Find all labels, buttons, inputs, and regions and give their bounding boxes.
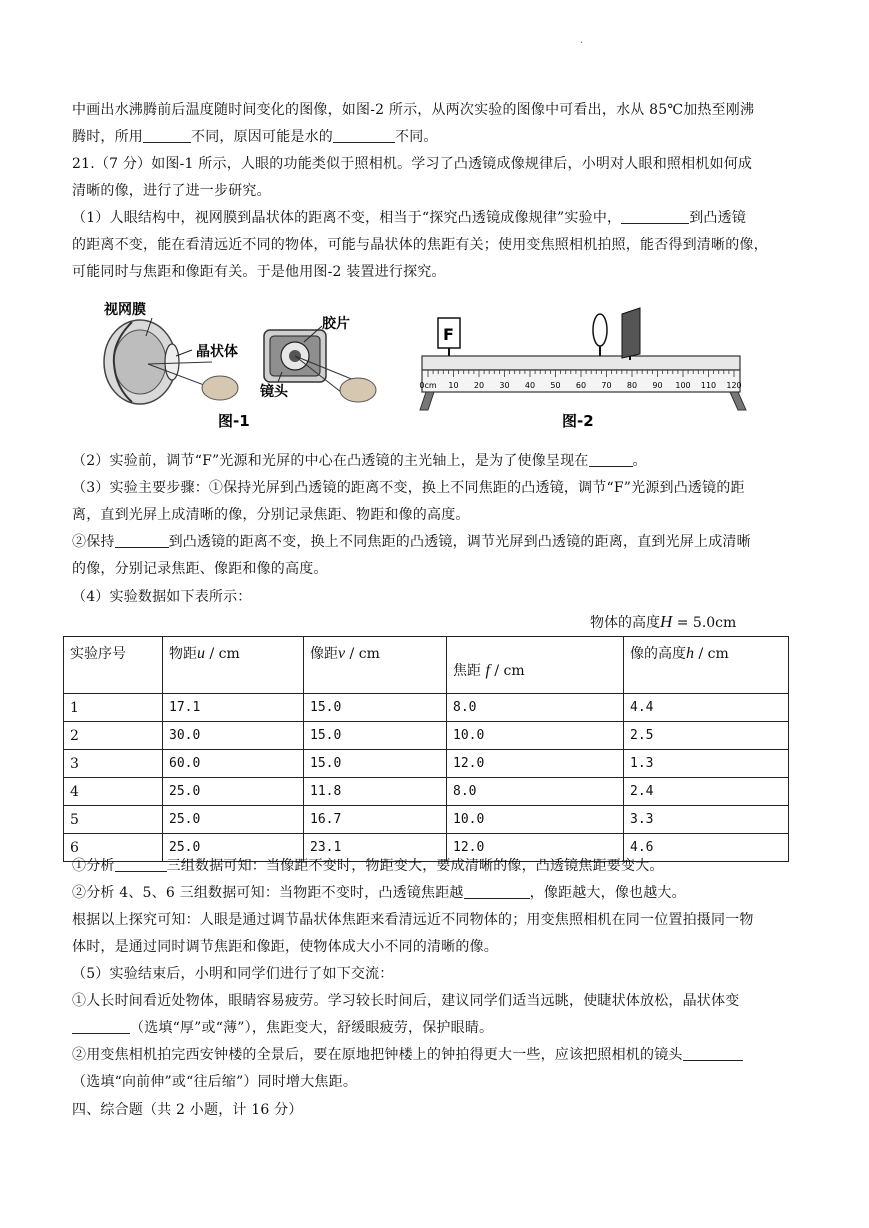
text-line	[72, 208, 802, 228]
text-line: 可能同时与焦距和像距有关。于是他用图-2 装置进行探究。	[72, 264, 446, 280]
object-height-note	[590, 612, 736, 632]
text-line: 的像，分别记录焦距、像距和像的高度。	[72, 561, 328, 577]
table-cell: 30.0	[163, 722, 304, 750]
answer-blank[interactable]	[333, 128, 395, 143]
table-row	[64, 694, 789, 722]
label-lens: 晶状体	[196, 344, 238, 360]
text-line	[72, 1045, 802, 1065]
table-row	[64, 806, 789, 834]
ruler-label: 110	[700, 381, 717, 390]
text-fragment: 腾时，所用	[72, 129, 143, 145]
text-line	[72, 127, 802, 147]
table-cell: 3	[64, 750, 163, 778]
table-cell: 4.6	[624, 834, 789, 862]
table-cell: 11.8	[304, 778, 447, 806]
text-fragment: （选填“厚”或“薄”），焦距变大，舒缓眼疲劳，保护眼睛。	[130, 1020, 494, 1036]
text-line	[72, 1018, 802, 1038]
ruler-label: 120	[726, 381, 742, 390]
text-fragment: （2）实验前，调节“F”光源和光屏的中心在凸透镜的主光轴上，是为了使像呈现在	[72, 453, 589, 469]
figure2-caption: 图-2	[562, 412, 594, 430]
text-line: 离，直到光屏上成清晰的像，分别记录焦距、物距和像的高度。	[72, 507, 470, 523]
text-line: （3）实验主要步骤：①保持光屏到凸透镜的距离不变，换上不同焦距的凸透镜，调节“F”光源到凸透镜的距	[72, 480, 745, 496]
ruler-label: 0cm	[419, 381, 437, 390]
table-cell: 2.5	[624, 722, 789, 750]
table-cell: 2.4	[624, 778, 789, 806]
header-cell: 像距v / cm	[304, 637, 447, 694]
text-line: 清晰的像，进行了进一步研究。	[72, 183, 271, 199]
table-cell: 17.1	[163, 694, 304, 722]
table-cell: 5	[64, 806, 163, 834]
table-cell: 10.0	[447, 806, 624, 834]
text-fragment: ②分析 4、5、6 三组数据可知：当物距不变时，凸透镜焦距越	[72, 885, 464, 901]
label-camera-lens: 镜头	[260, 384, 288, 400]
label-film: 胶片	[322, 316, 350, 332]
ruler-label: 100	[675, 381, 691, 390]
header-cell: 物距u / cm	[163, 637, 304, 694]
answer-blank[interactable]	[621, 209, 689, 224]
text-line	[72, 451, 802, 471]
table-header-row	[64, 637, 789, 694]
table-cell: 15.0	[304, 722, 447, 750]
table-cell: 25.0	[163, 834, 304, 862]
table-cell: 6	[64, 834, 163, 862]
table-cell: 12.0	[447, 750, 624, 778]
table-cell: 60.0	[163, 750, 304, 778]
answer-blank[interactable]	[72, 1019, 130, 1034]
section-heading: 四、综合题（共 2 小题，计 16 分）	[72, 1102, 303, 1118]
figures	[92, 292, 752, 442]
text-line: 根据以上探究可知：人眼是通过调节晶状体焦距来看清远近不同物体的；用变焦照相机在同一位置拍摄同一物	[72, 912, 754, 928]
ruler-label: 70	[601, 381, 612, 390]
table-cell: 12.0	[447, 834, 624, 862]
answer-blank[interactable]	[115, 533, 169, 548]
ruler-label: 20	[473, 381, 485, 390]
text-fragment: ，像距越大，像也越大。	[529, 885, 686, 901]
text-line	[72, 883, 802, 903]
text-fragment: ②用变焦相机拍完西安钟楼的全景后，要在原地把钟楼上的钟拍得更大一些，应该把照相机的镜头	[72, 1047, 683, 1063]
ruler-label: 50	[550, 381, 561, 390]
question-heading: 21.（7 分）如图-1 所示，人眼的功能类似于照相机。学习了凸透镜成像规律后，小明对人眼和照相机如何成	[72, 156, 753, 172]
text-line: 体时，是通过同时调节焦距和像距，使物体成大小不同的清晰的像。	[72, 939, 498, 955]
table-cell: 15.0	[304, 694, 447, 722]
table-cell: 4.4	[624, 694, 789, 722]
table-cell: 8.0	[447, 694, 624, 722]
text-fragment: 不同，原因可能是水的	[191, 129, 333, 145]
text-line: （选填“向前伸”或“往后缩”）同时增大焦距。	[72, 1074, 358, 1090]
table-row	[64, 778, 789, 806]
ruler-label: 60	[575, 381, 587, 390]
text-line	[72, 856, 802, 876]
table-cell: 2	[64, 722, 163, 750]
table-cell: 8.0	[447, 778, 624, 806]
answer-blank[interactable]	[464, 884, 530, 899]
note-value: = 5.0cm	[672, 615, 737, 631]
answer-blank[interactable]	[143, 128, 191, 143]
table-cell: 25.0	[163, 778, 304, 806]
ruler-label: 40	[524, 381, 536, 390]
text-line: 中画出水沸腾前后温度随时间变化的图像，如图-2 所示，从两次实验的图像中可看出，水从 85℃加热至刚沸	[72, 102, 755, 118]
answer-blank[interactable]	[115, 857, 167, 872]
data-table	[63, 636, 789, 862]
table-cell: 25.0	[163, 806, 304, 834]
ruler-label: 90	[652, 381, 663, 390]
table-cell: 23.1	[304, 834, 447, 862]
figure-illustrations	[92, 292, 752, 442]
text-fragment: 到凸透镜的距离不变，换上不同焦距的凸透镜，调节光屏到凸透镜的距离，直到光屏上成清晰	[168, 534, 751, 550]
label-retina: 视网膜	[104, 302, 146, 318]
table-row	[64, 750, 789, 778]
text-line: 的距离不变，能在看清远近不同的物体，可能与晶状体的焦距有关；使用变焦照相机拍照，能否得到清晰的像，	[72, 237, 768, 253]
header-cell: 像的高度h / cm	[624, 637, 789, 694]
note-var: H	[660, 612, 673, 631]
text-line: （4）实验数据如下表所示：	[72, 589, 252, 605]
answer-blank[interactable]	[683, 1046, 743, 1061]
text-line: （5）实验结束后，小明和同学们进行了如下交流：	[72, 966, 394, 982]
ruler-label: 80	[626, 381, 638, 390]
text-line: ①人长时间看近处物体，眼睛容易疲劳。学习较长时间后，建议同学们适当远眺，使睫状体放松，晶状体变	[72, 993, 740, 1009]
optical-bench	[419, 308, 746, 410]
ruler-label: 30	[499, 381, 510, 390]
text-fragment: 三组数据可知：当像距不变时，物距变大，要成清晰的像，凸透镜焦距要变大。	[166, 858, 664, 874]
header-mark: ·	[580, 38, 584, 49]
table-cell: 1.3	[624, 750, 789, 778]
text-fragment: （1）人眼结构中，视网膜到晶状体的距离不变，相当于“探究凸透镜成像规律”实验中，	[72, 210, 622, 226]
text-line	[72, 532, 802, 552]
ruler-label: 10	[448, 381, 459, 390]
eye-diagram	[104, 318, 238, 404]
text-fragment: 到凸透镜	[689, 210, 747, 226]
table-cell: 10.0	[447, 722, 624, 750]
answer-blank[interactable]	[589, 452, 633, 467]
table-cell: 15.0	[304, 750, 447, 778]
text-fragment: ②保持	[72, 534, 115, 550]
note-prefix: 物体的高度	[590, 615, 660, 631]
table-cell: 3.3	[624, 806, 789, 834]
table-cell: 4	[64, 778, 163, 806]
table-row	[64, 722, 789, 750]
text-fragment: 。	[632, 453, 647, 469]
text-fragment: 不同。	[395, 129, 438, 145]
figure1-caption: 图-1	[218, 412, 250, 430]
table-cell: 1	[64, 694, 163, 722]
table-cell: 16.7	[304, 806, 447, 834]
header-cell: 焦距 f / cm	[447, 637, 624, 694]
f-source-letter: F	[443, 325, 454, 344]
text-fragment: ①分析	[72, 858, 115, 874]
header-cell: 实验序号	[64, 637, 163, 694]
